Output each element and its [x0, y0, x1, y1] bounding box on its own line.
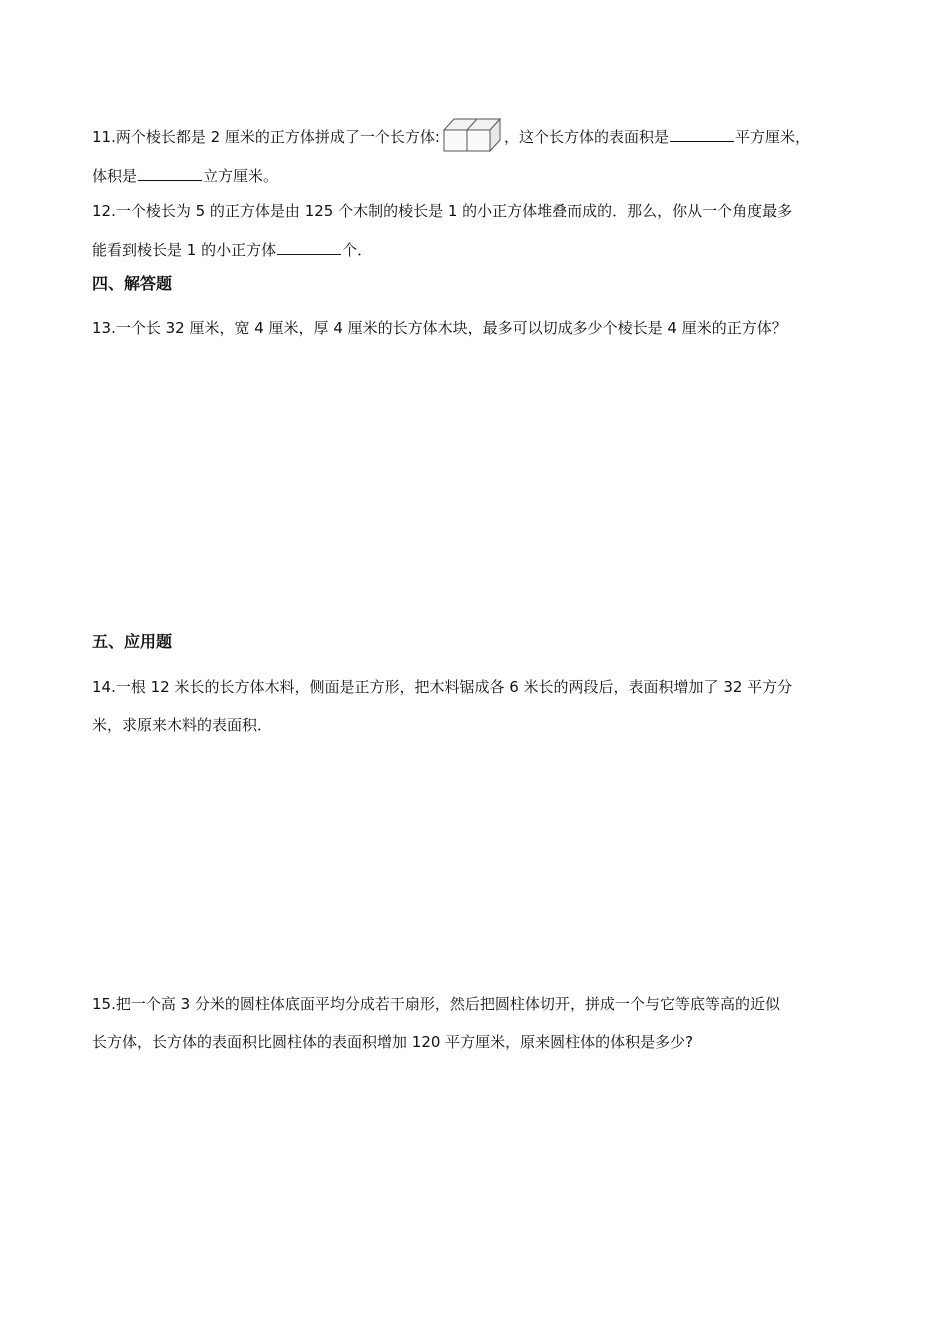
question-12-line-2 [92, 240, 372, 260]
section-4-heading: 四、解答题 [92, 274, 173, 293]
question-15-line-1: 15.把一个高 3 分米的圆柱体底面平均分成若干扇形，然后把圆柱体切开，拼成一个与它等底等高的近似 [92, 995, 780, 1013]
answer-blank-cube-count[interactable] [277, 240, 341, 255]
question-13: 13.一个长 32 厘米，宽 4 厘米，厚 4 厘米的长方体木块，最多可以切成多少个棱长是 4 厘米的正方体？ [92, 319, 787, 337]
question-12-line-1: 12.一个棱长为 5 的正方体是由 125 个木制的棱长是 1 的小正方体堆叠而成的．那么，你从一个角度最多 [92, 202, 793, 220]
question-11-line-2 [92, 166, 278, 186]
q11-text-part2: ，这个长方体的表面积是 [504, 128, 670, 146]
two-cubes-figure-icon [442, 116, 502, 157]
question-15-line-2: 长方体，长方体的表面积比圆柱体的表面积增加 120 平方厘米，原来圆柱体的体积是多少? [92, 1033, 694, 1051]
q12-text-a: 能看到棱长是 1 的小正方体 [92, 241, 277, 259]
q12-text-b: 个． [342, 241, 373, 259]
question-11-line-1 [92, 116, 810, 157]
answer-blank-surface-area[interactable] [670, 127, 734, 142]
q11-text-part5: 立方厘米。 [203, 167, 279, 185]
q11-text-part4: 体积是 [92, 167, 138, 185]
section-5-heading: 五、应用题 [92, 632, 173, 651]
answer-blank-volume[interactable] [138, 166, 202, 181]
question-14-line-1: 14.一根 12 米长的长方体木料，侧面是正方形，把木料锯成各 6 米长的两段后，表面积增加了 32 平方分 [92, 678, 793, 696]
question-14-line-2: 米，求原来木料的表面积． [92, 716, 273, 734]
q11-text-part3: 平方厘米， [735, 128, 811, 146]
q11-text-part1: 11.两个棱长都是 2 厘米的正方体拼成了一个长方体: [92, 128, 440, 146]
